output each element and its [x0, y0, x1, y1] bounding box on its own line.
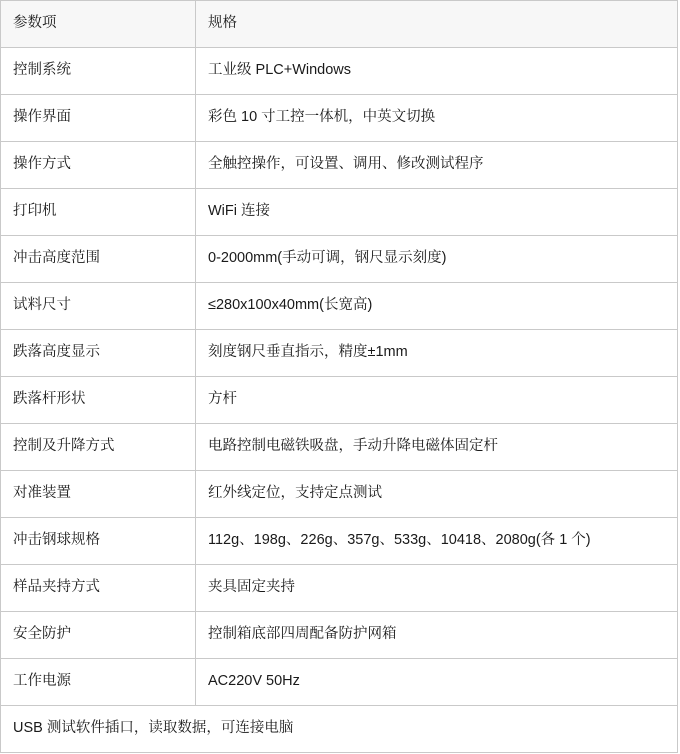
- table-row: [1, 377, 678, 424]
- table-footnote: USB 测试软件插口，读取数据，可连接电脑: [1, 706, 678, 753]
- row-spec-value: 工业级 PLC+Windows: [196, 48, 678, 95]
- row-param-label: 控制系统: [1, 48, 196, 95]
- row-spec-value: WiFi 连接: [196, 189, 678, 236]
- row-param-label: 跌落高度显示: [1, 330, 196, 377]
- row-spec-value: 全触控操作，可设置、调用、修改测试程序: [196, 142, 678, 189]
- row-spec-value: 控制箱底部四周配备防护网箱: [196, 612, 678, 659]
- row-spec-value: 夹具固定夹持: [196, 565, 678, 612]
- row-spec-value: 电路控制电磁铁吸盘，手动升降电磁体固定杆: [196, 424, 678, 471]
- table-row: [1, 330, 678, 377]
- column-header-spec: 规格: [196, 1, 678, 48]
- table-row: [1, 659, 678, 706]
- row-spec-value: 方杆: [196, 377, 678, 424]
- table-row: [1, 95, 678, 142]
- row-param-label: 打印机: [1, 189, 196, 236]
- row-spec-value: AC220V 50Hz: [196, 659, 678, 706]
- table-row: [1, 518, 678, 565]
- table-body: [1, 1, 678, 753]
- row-param-label: 对准装置: [1, 471, 196, 518]
- table-row: [1, 189, 678, 236]
- table-row: [1, 471, 678, 518]
- row-param-label: 工作电源: [1, 659, 196, 706]
- table-row: [1, 424, 678, 471]
- row-spec-value: 0-2000mm(手动可调，钢尺显示刻度): [196, 236, 678, 283]
- row-param-label: 安全防护: [1, 612, 196, 659]
- row-param-label: 操作界面: [1, 95, 196, 142]
- row-param-label: 样品夹持方式: [1, 565, 196, 612]
- row-param-label: 冲击高度范围: [1, 236, 196, 283]
- table-row: [1, 236, 678, 283]
- row-spec-value: 刻度钢尺垂直指示，精度±1mm: [196, 330, 678, 377]
- row-param-label: 试料尺寸: [1, 283, 196, 330]
- table-footnote-row: [1, 706, 678, 753]
- row-param-label: 操作方式: [1, 142, 196, 189]
- row-spec-value: 彩色 10 寸工控一体机，中英文切换: [196, 95, 678, 142]
- row-spec-value: ≤280x100x40mm(长宽高): [196, 283, 678, 330]
- table-row: [1, 283, 678, 330]
- row-spec-value: 112g、198g、226g、357g、533g、10418、2080g(各 1 个): [196, 518, 678, 565]
- table-row: [1, 142, 678, 189]
- table-row: [1, 565, 678, 612]
- row-param-label: 冲击钢球规格: [1, 518, 196, 565]
- table-row: [1, 48, 678, 95]
- column-header-param: 参数项: [1, 1, 196, 48]
- table-row: [1, 612, 678, 659]
- row-param-label: 控制及升降方式: [1, 424, 196, 471]
- table-header-row: [1, 1, 678, 48]
- row-spec-value: 红外线定位，支持定点测试: [196, 471, 678, 518]
- row-param-label: 跌落杆形状: [1, 377, 196, 424]
